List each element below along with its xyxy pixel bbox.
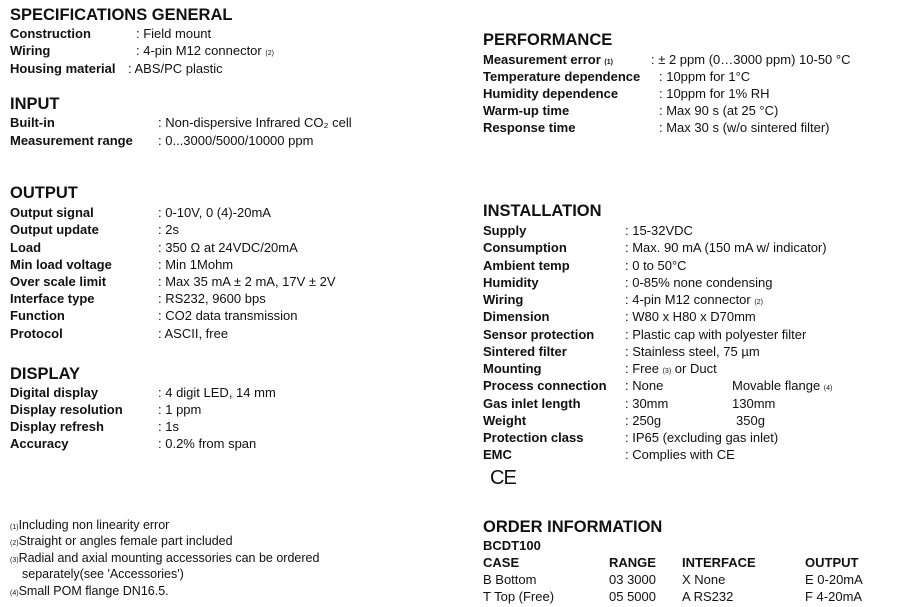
ce-mark-icon: CE bbox=[490, 467, 516, 489]
spec-value: : 10ppm for 1°C bbox=[659, 69, 751, 84]
spec-label: Load bbox=[10, 240, 42, 255]
spec-value: : 2s bbox=[158, 222, 179, 237]
footnote-ref: (4) bbox=[823, 385, 833, 392]
spec-label: Wiring bbox=[483, 292, 524, 307]
spec-label: Wiring bbox=[10, 43, 51, 58]
order-header-interface: INTERFACE bbox=[682, 555, 756, 570]
spec-label: Warm-up time bbox=[483, 103, 570, 118]
spec-label: Mounting bbox=[483, 361, 542, 376]
order-header-range: RANGE bbox=[609, 555, 656, 570]
order-cell: B Bottom bbox=[483, 572, 537, 587]
spec-value: : 1 ppm bbox=[158, 402, 202, 417]
spec-label: Measurement range bbox=[10, 133, 133, 148]
footnote bbox=[22, 566, 184, 582]
spec-value: : 4 digit LED, 14 mm bbox=[158, 385, 276, 400]
spec-value: : 250g bbox=[625, 413, 662, 428]
display-title: DISPLAY bbox=[10, 365, 80, 383]
spec-value: : Plastic cap with polyester filter bbox=[625, 327, 807, 342]
spec-value: : 0-10V, 0 (4)-20mA bbox=[158, 205, 271, 220]
order-cell: X None bbox=[682, 572, 726, 587]
spec-value-alt: or Duct bbox=[674, 361, 717, 376]
spec-label: Protection class bbox=[483, 430, 584, 445]
spec-label: Function bbox=[10, 308, 65, 323]
spec-label: Ambient temp bbox=[483, 258, 570, 273]
spec-value: : None bbox=[625, 378, 664, 393]
spec-value: : 0.2% from span bbox=[158, 436, 257, 451]
spec-label: Output signal bbox=[10, 205, 94, 220]
spec-value: : ± 2 ppm (0…3000 ppm) 10-50 °C bbox=[651, 52, 851, 67]
spec-label: Measurement error bbox=[483, 52, 601, 67]
order-cell: A RS232 bbox=[682, 589, 734, 604]
spec-value: : ABS/PC plastic bbox=[128, 61, 223, 76]
spec-value: : Stainless steel, 75 µm bbox=[625, 344, 760, 359]
spec-value: : Free bbox=[625, 361, 659, 376]
spec-value: : Non-dispersive Infrared CO₂ cell bbox=[158, 115, 352, 130]
spec-value: : IP65 (excluding gas inlet) bbox=[625, 430, 779, 445]
spec-value: : 30mm bbox=[625, 396, 669, 411]
order-cell: F 4-20mA bbox=[805, 589, 863, 604]
footnote-mark: (4) bbox=[10, 590, 19, 597]
spec-label: Over scale limit bbox=[10, 274, 107, 289]
spec-label: Dimension bbox=[483, 309, 550, 324]
spec-label: Construction bbox=[10, 26, 91, 41]
spec-value: : W80 x H80 x D70mm bbox=[625, 309, 756, 324]
spec-label: Interface type bbox=[10, 291, 95, 306]
spec-value: : Max. 90 mA (150 mA w/ indicator) bbox=[625, 240, 827, 255]
spec-label: Digital display bbox=[10, 385, 99, 400]
footnote-ref: (3) bbox=[662, 368, 672, 375]
spec-label: Humidity dependence bbox=[483, 86, 619, 101]
spec-value: : 4-pin M12 connector bbox=[136, 43, 262, 58]
spec-value: : Max 90 s (at 25 °C) bbox=[659, 103, 779, 118]
spec-label: Process connection bbox=[483, 378, 607, 393]
installation-title: INSTALLATION bbox=[483, 202, 602, 220]
footnote-text: Radial and axial mounting accessories can be ordered bbox=[18, 551, 320, 565]
spec-value: : Min 1Mohm bbox=[158, 257, 234, 272]
general-title: SPECIFICATIONS GENERAL bbox=[10, 6, 233, 24]
footnote-mark: (1) bbox=[10, 524, 19, 531]
spec-label: Accuracy bbox=[10, 436, 69, 451]
spec-label: Supply bbox=[483, 223, 527, 238]
order-cell: 05 5000 bbox=[609, 589, 656, 604]
order-cell: 03 3000 bbox=[609, 572, 656, 587]
spec-value: : 1s bbox=[158, 419, 179, 434]
spec-label: Humidity bbox=[483, 275, 539, 290]
spec-value: : RS232, 9600 bps bbox=[158, 291, 266, 306]
spec-label: Consumption bbox=[483, 240, 567, 255]
footnote-text: Straight or angles female part included bbox=[18, 534, 233, 548]
spec-label: Min load voltage bbox=[10, 257, 112, 272]
footnote-ref: (1) bbox=[604, 59, 613, 66]
performance-title: PERFORMANCE bbox=[483, 31, 613, 49]
spec-value: : Max 30 s (w/o sintered filter) bbox=[659, 120, 830, 135]
spec-value-alt: Movable flange bbox=[732, 378, 821, 393]
spec-value-alt: 350g bbox=[736, 413, 765, 428]
spec-label: Housing material bbox=[10, 61, 116, 76]
spec-label: Display refresh bbox=[10, 419, 104, 434]
spec-label: Sintered filter bbox=[483, 344, 567, 359]
spec-label: Display resolution bbox=[10, 402, 123, 417]
footnote-text: separately(see 'Accessories') bbox=[22, 567, 184, 581]
spec-value: : 0 to 50°C bbox=[625, 258, 687, 273]
spec-value: : Max 35 mA ± 2 mA, 17V ± 2V bbox=[158, 274, 336, 289]
spec-value: : 0-85% none condensing bbox=[625, 275, 773, 290]
spec-value: : 0...3000/5000/10000 ppm bbox=[158, 133, 314, 148]
spec-label: Protocol bbox=[10, 326, 63, 341]
footnote-ref: (2) bbox=[754, 299, 763, 306]
output-title: OUTPUT bbox=[10, 184, 78, 202]
footnote-ref: (2) bbox=[265, 50, 274, 57]
spec-value: : 10ppm for 1% RH bbox=[659, 86, 770, 101]
footnote-mark: (3) bbox=[10, 557, 19, 564]
spec-label: Built-in bbox=[10, 115, 55, 130]
spec-value-alt: 130mm bbox=[732, 396, 776, 411]
spec-value: : 350 Ω at 24VDC/20mA bbox=[158, 240, 298, 255]
spec-value: : Complies with CE bbox=[625, 447, 735, 462]
spec-label: Weight bbox=[483, 413, 527, 428]
input-title: INPUT bbox=[10, 95, 60, 113]
spec-label: Response time bbox=[483, 120, 576, 135]
spec-label: EMC bbox=[483, 447, 512, 462]
spec-label: Sensor protection bbox=[483, 327, 595, 342]
order-title: ORDER INFORMATION bbox=[483, 518, 663, 536]
spec-label: Output update bbox=[10, 222, 99, 237]
order-cell: E 0-20mA bbox=[805, 572, 863, 587]
order-model: BCDT100 bbox=[483, 538, 541, 553]
footnote bbox=[10, 583, 169, 602]
order-header-case: CASE bbox=[483, 555, 520, 570]
footnote-text: Small POM flange DN16.5. bbox=[18, 584, 169, 598]
order-header-output: OUTPUT bbox=[805, 555, 859, 570]
spec-value: : ASCII, free bbox=[158, 326, 229, 341]
spec-value: : 4-pin M12 connector bbox=[625, 292, 751, 307]
spec-label: Temperature dependence bbox=[483, 69, 641, 84]
order-cell: T Top (Free) bbox=[483, 589, 555, 604]
footnote-mark: (2) bbox=[10, 540, 19, 547]
spec-value: : Field mount bbox=[136, 26, 212, 41]
footnote-text: Including non linearity error bbox=[18, 518, 170, 532]
spec-value: : 15-32VDC bbox=[625, 223, 693, 238]
spec-label: Gas inlet length bbox=[483, 396, 581, 411]
spec-value: : CO2 data transmission bbox=[158, 308, 298, 323]
